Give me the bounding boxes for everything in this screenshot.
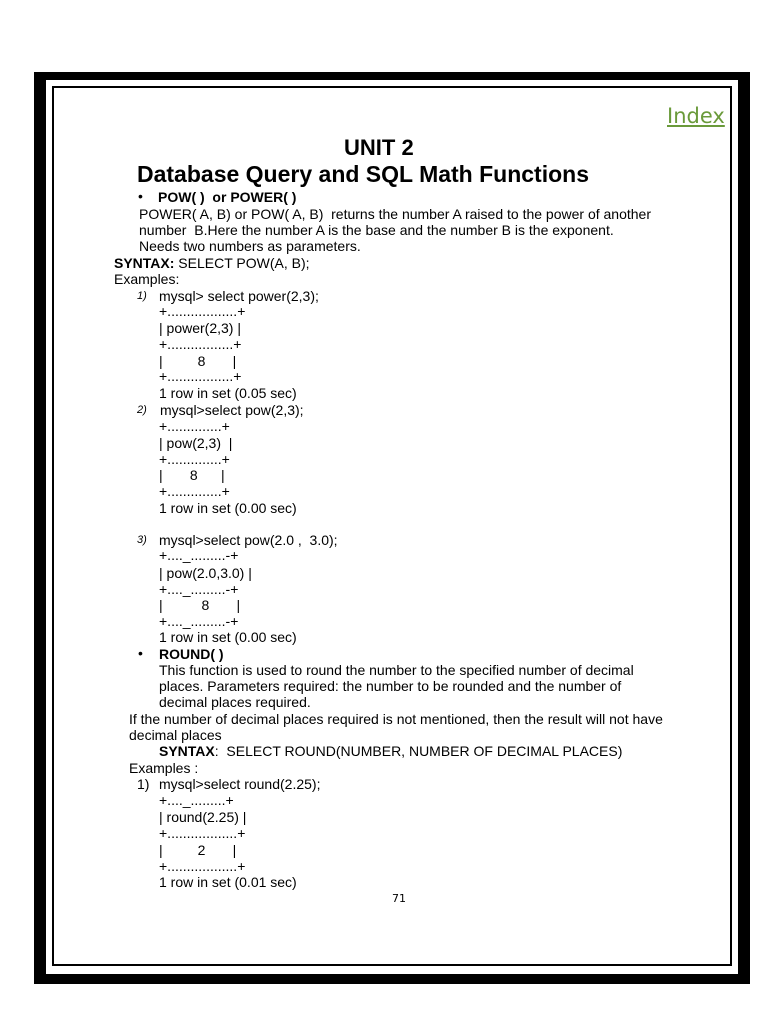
result-table-line: | power(2,3) | — [159, 320, 241, 336]
result-table-line: +..................+ — [159, 825, 246, 841]
result-table-line: +...._.........-+ — [159, 581, 239, 597]
example-number: 1) — [137, 290, 147, 302]
index-link[interactable]: Index — [667, 104, 725, 128]
result-summary: 1 row in set (0.01 sec) — [159, 874, 297, 890]
pow-desc-line: POWER( A, B) or POW( A, B) returns the number A raised to the power of another — [139, 206, 651, 222]
result-table-line: | 8 | — [159, 467, 225, 483]
unit-heading: UNIT 2 — [344, 135, 414, 160]
round-syntax — [159, 743, 622, 759]
page-border-inner-top — [52, 86, 732, 88]
result-summary: 1 row in set (0.05 sec) — [159, 385, 297, 401]
syntax-value: : SELECT ROUND(NUMBER, NUMBER OF DECIMAL PLACES) — [214, 743, 623, 759]
result-table-line: | pow(2.0,3.0) | — [159, 565, 252, 581]
result-table-line: +.................+ — [159, 336, 242, 352]
pow-examples-label: Examples: — [114, 271, 180, 287]
round-desc-line: decimal places required. — [159, 694, 311, 710]
page-title: Database Query and SQL Math Functions — [137, 161, 589, 187]
round-examples-label: Examples : — [129, 760, 199, 776]
page-border-right — [738, 72, 750, 984]
result-table-line: +..............+ — [159, 483, 230, 499]
page-number: 71 — [392, 892, 406, 905]
result-table-line: +...._.........-+ — [159, 547, 239, 563]
bullet-icon: • — [138, 188, 143, 204]
result-table-line: | 8 | — [159, 353, 237, 369]
page-border-bottom — [34, 974, 750, 984]
result-table-line: +..............+ — [159, 451, 230, 467]
pow-syntax — [114, 255, 310, 271]
result-table-line: +.................+ — [159, 368, 242, 384]
page-border-left — [34, 72, 46, 984]
bullet-icon: • — [138, 645, 143, 661]
syntax-value: SELECT POW(A, B); — [174, 255, 310, 271]
round-note-line: decimal places — [129, 727, 222, 743]
result-table-line: | round(2.25) | — [159, 809, 247, 825]
round-desc-line: places. Parameters required: the number to be rounded and the number of — [159, 678, 622, 694]
example-number: 3) — [137, 534, 147, 546]
result-table-line: +..............+ — [159, 418, 230, 434]
pow-heading: POW( ) or POWER( ) — [158, 189, 297, 205]
page-border-top — [34, 72, 750, 80]
example-command: mysql>select pow(2.0 , 3.0); — [159, 532, 338, 548]
page-border-inner-bottom — [52, 964, 732, 966]
example-number: 2) — [137, 404, 147, 416]
syntax-label: SYNTAX — [159, 743, 215, 759]
round-note-line: If the number of decimal places required is not mentioned, then the result will not have — [129, 711, 663, 727]
example-command: mysql>select round(2.25); — [159, 776, 321, 792]
pow-desc-line: Needs two numbers as parameters. — [139, 238, 361, 254]
example-command: mysql>select pow(2,3); — [160, 402, 304, 418]
result-table-line: +...._.........-+ — [159, 613, 239, 629]
result-table-line: | 2 | — [159, 842, 237, 858]
round-heading: ROUND( ) — [159, 646, 224, 662]
example-command: mysql> select power(2,3); — [159, 288, 319, 304]
result-summary: 1 row in set (0.00 sec) — [159, 500, 297, 516]
result-table-line: | 8 | — [159, 597, 241, 613]
page-border-inner-right — [730, 86, 732, 966]
example-number: 1) — [137, 776, 150, 792]
result-table-line: | pow(2,3) | — [159, 435, 233, 451]
result-table-line: +..................+ — [159, 858, 246, 874]
page-border-inner-left — [52, 86, 54, 966]
result-table-line: +...._.........+ — [159, 792, 234, 808]
syntax-label: SYNTAX: — [114, 255, 175, 271]
pow-desc-line: number B.Here the number A is the base and the number B is the exponent. — [139, 222, 614, 238]
round-desc-line: This function is used to round the number to the specified number of decimal — [159, 662, 634, 678]
result-summary: 1 row in set (0.00 sec) — [159, 629, 297, 645]
result-table-line: +..................+ — [159, 303, 246, 319]
